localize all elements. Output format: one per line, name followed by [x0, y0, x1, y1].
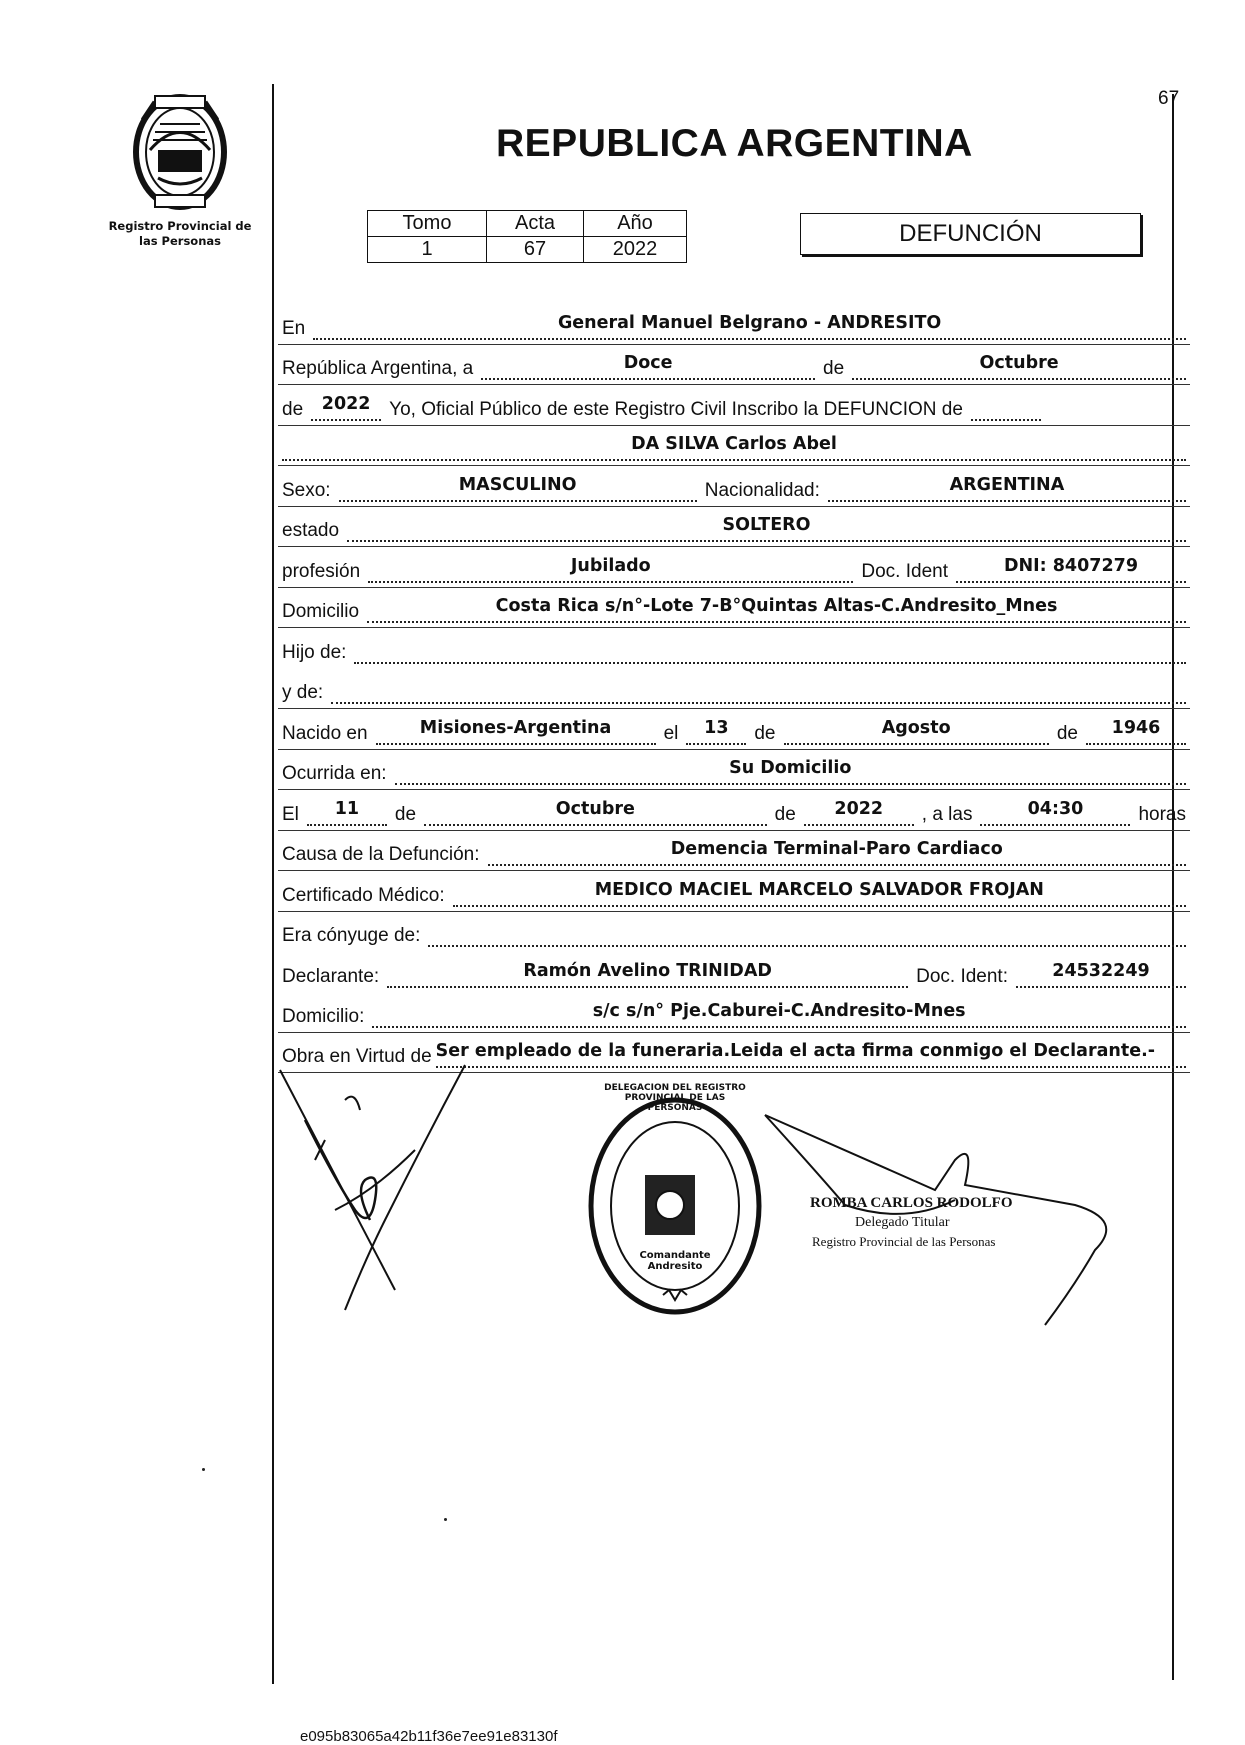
year-value: 2022 [311, 394, 381, 421]
official-name: ROMBA CARLOS RODOLFO [810, 1195, 1013, 1211]
en-label: En [282, 317, 306, 339]
row-fecha-defuncion [278, 789, 1190, 830]
seal-outer-text: DELEGACION DEL REGISTRO PROVINCIAL DE LAS PERSONAS [604, 1083, 746, 1113]
declarant-signature-icon [275, 1060, 475, 1320]
en-value: General Manuel Belgrano - ANDRESITO [313, 313, 1186, 340]
row-hijo [278, 627, 1190, 668]
decl-doc-label: Doc. Ident: [916, 965, 1008, 987]
registry-label-2: las Personas [139, 234, 221, 248]
death-month: Octubre [424, 799, 767, 826]
footer-code: e095b83065a42b11f36e7ee91e83130f [300, 1728, 558, 1745]
anio-value: 2022 [584, 237, 687, 263]
official-title: Delegado Titular [855, 1215, 950, 1230]
obra-value: Ser empleado de la funeraria.Leida el acta firma conmigo el Declarante.- [436, 1041, 1186, 1068]
row-ocurrida [278, 749, 1190, 790]
death-year: 2022 [804, 799, 914, 826]
decl-doc-value: 24532249 [1016, 961, 1186, 988]
decl-domicilio-value: s/c s/n° Pje.Caburei-C.Andresito-Mnes [372, 1001, 1186, 1028]
tomo-header: Tomo [368, 211, 487, 237]
birth-month: Agosto [784, 718, 1049, 745]
row-domicilio [278, 587, 1190, 628]
sexo-value: MASCULINO [339, 475, 697, 502]
horas-label: horas [1138, 803, 1186, 825]
birth-year: 1946 [1086, 718, 1186, 745]
row-sexo [278, 465, 1190, 506]
row-nombre [278, 425, 1190, 466]
month-text: Octubre [852, 353, 1186, 380]
record-fields [278, 303, 1190, 1073]
registry-seal [585, 1083, 765, 1317]
acta-header: Acta [487, 211, 584, 237]
seal-icon [585, 1095, 765, 1317]
row-y-de [278, 668, 1190, 709]
statement-text: Yo, Oficial Público de este Registro Civil Inscribo la DEFUNCION de [389, 398, 963, 420]
domicilio-value: Costa Rica s/n°-Lote 7-B°Quintas Altas-C.Andresito_Mnes [367, 596, 1186, 623]
birth-de2: de [1056, 722, 1078, 744]
year-prefix: de [282, 398, 304, 420]
y-de-label: y de: [282, 682, 324, 703]
death-de1: de [394, 803, 417, 825]
reference-header-row [368, 211, 687, 237]
doc-value: DNI: 8407279 [956, 556, 1186, 583]
row-declaracion [278, 384, 1190, 425]
record-type-box: DEFUNCIÓN [800, 213, 1141, 255]
death-de2: de [774, 803, 796, 825]
tomo-value: 1 [368, 237, 487, 263]
ocurrida-label: Ocurrida en: [282, 763, 387, 784]
nacionalidad-label: Nacionalidad: [704, 479, 820, 501]
nacido-label: Nacido en [282, 722, 368, 744]
death-el-label: El [282, 803, 299, 825]
reference-value-row [368, 237, 687, 263]
page-number: 67 [1158, 88, 1180, 109]
anio-header: Año [584, 211, 687, 237]
declarante-value: Ramón Avelino TRINIDAD [387, 961, 908, 988]
obra-label: Obra en Virtud de [282, 1045, 432, 1067]
deceased-name: DA SILVA Carlos Abel [282, 434, 1186, 461]
de-label: de [823, 358, 845, 379]
profesion-value: Jubilado [368, 556, 853, 583]
ocurrida-value: Su Domicilio [395, 758, 1186, 785]
y-de-value [331, 677, 1186, 704]
registry-label-1: Registro Provincial de [108, 219, 252, 233]
nacionalidad-value: ARGENTINA [828, 475, 1186, 502]
reference-table [367, 210, 687, 263]
decl-domicilio-label: Domicilio: [282, 1006, 365, 1027]
provincia-de-misiones-emblem-icon [125, 90, 235, 215]
row-estado [278, 506, 1190, 547]
birth-de1: de [754, 722, 776, 744]
row-decl-domicilio [278, 992, 1190, 1033]
profesion-label: profesión [282, 560, 361, 582]
causa-label: Causa de la Defunción: [282, 844, 480, 865]
row-profesion [278, 546, 1190, 587]
nacido-value: Misiones-Argentina [376, 718, 656, 745]
conyuge-label: Era cónyuge de: [282, 925, 421, 946]
death-time: 04:30 [980, 799, 1130, 826]
row-lugar [278, 303, 1190, 344]
hijo-value [354, 637, 1186, 664]
row-declarante [278, 951, 1190, 992]
causa-value: Demencia Terminal-Paro Cardiaco [488, 839, 1186, 866]
conyuge-value [428, 920, 1186, 947]
declarante-label: Declarante: [282, 965, 380, 987]
row-causa [278, 830, 1190, 871]
doc-label: Doc. Ident [861, 560, 948, 582]
scan-speck [202, 1468, 205, 1471]
el-label: el [663, 722, 679, 744]
sexo-label: Sexo: [282, 479, 331, 501]
row-fecha [278, 344, 1190, 385]
death-day: 11 [307, 799, 387, 826]
row-certificado [278, 870, 1190, 911]
a-las-label: , a las [921, 803, 973, 825]
page-title: REPUBLICA ARGENTINA [496, 122, 973, 165]
estado-label: estado [282, 520, 340, 541]
registry-block [100, 90, 260, 249]
left-margin-rule [272, 84, 274, 1684]
official-registry: Registro Provincial de las Personas [812, 1234, 996, 1249]
hijo-label: Hijo de: [282, 641, 347, 663]
rep-label: República Argentina, a [282, 358, 474, 379]
certificado-label: Certificado Médico: [282, 884, 445, 906]
row-conyuge [278, 911, 1190, 952]
row-nacimiento [278, 708, 1190, 749]
seal-inner-text: Comandante Andresito [639, 1250, 711, 1272]
scan-speck [444, 1518, 447, 1521]
day-text: Doce [481, 353, 815, 380]
certificado-value: MEDICO MACIEL MARCELO SALVADOR FROJAN [453, 880, 1186, 907]
acta-value: 67 [487, 237, 584, 263]
domicilio-label: Domicilio [282, 601, 360, 622]
statement-blank [971, 394, 1041, 421]
estado-value: SOLTERO [347, 515, 1186, 542]
birth-day: 13 [686, 718, 746, 745]
